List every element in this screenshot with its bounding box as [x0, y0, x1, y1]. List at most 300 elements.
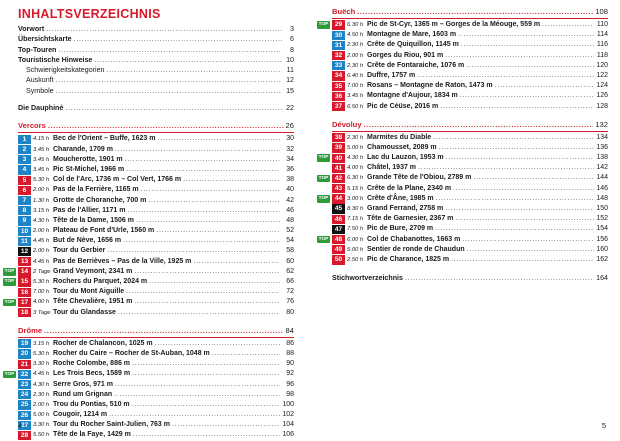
leader-dots	[473, 173, 594, 183]
tour-entry[interactable]	[18, 185, 294, 195]
toc-entry-label: Übersichtskarte	[18, 35, 72, 44]
tour-entry[interactable]	[18, 308, 294, 318]
tour-duration: 3.00 h	[347, 195, 364, 202]
tour-entry[interactable]	[18, 226, 294, 236]
tour-page: 52	[286, 227, 294, 235]
section-heading[interactable]	[18, 325, 294, 336]
section-rule	[332, 131, 608, 132]
tour-duration: 6.00 h	[347, 236, 364, 243]
toc-entry-dauphine[interactable]	[18, 103, 294, 113]
tour-name: Montagne de Mare, 1603 m	[367, 31, 457, 39]
tour-entry[interactable]	[332, 91, 608, 101]
toc-entry[interactable]	[18, 55, 294, 65]
tour-name: Rocher du Caire – Rocher de St-Auban, 1048 m	[53, 349, 210, 357]
tour-entry[interactable]	[18, 380, 294, 390]
toc-entry-index-page: 164	[596, 274, 608, 283]
tour-page: 86	[286, 339, 294, 347]
leader-dots	[141, 185, 280, 195]
tour-entry[interactable]	[332, 184, 608, 194]
tour-number-badge: 28	[18, 431, 31, 440]
tour-entry[interactable]	[18, 196, 294, 206]
tour-page: 160	[596, 245, 608, 253]
leader-dots	[445, 51, 594, 61]
tour-entry[interactable]	[18, 359, 294, 369]
tour-duration: 8.30 h	[347, 206, 364, 212]
tour-name: Chamousset, 2089 m	[367, 143, 437, 151]
tour-number-badge: 11	[18, 237, 31, 246]
tour-entry[interactable]	[18, 400, 294, 410]
leader-dots	[433, 133, 594, 143]
tour-name: Duffre, 1757 m	[367, 71, 416, 79]
toc-entry[interactable]	[18, 24, 294, 34]
tour-name: Tour du Gerbier	[53, 247, 106, 255]
tour-entry[interactable]	[18, 339, 294, 349]
tour-number-badge: 19	[18, 339, 31, 348]
tour-duration: 7.00 h	[347, 83, 364, 90]
tour-name: Tête de Garnesier, 2367 m	[367, 215, 454, 223]
toc-entry-page: 12	[286, 76, 294, 85]
tour-page: 72	[286, 288, 294, 296]
leader-dots	[148, 196, 280, 206]
tour-entry[interactable]	[18, 236, 294, 246]
toc-entry[interactable]	[18, 86, 294, 96]
leader-dots	[46, 24, 282, 34]
tour-name: Grand Ferrand, 2758 m	[367, 205, 444, 212]
tour-entry[interactable]	[18, 216, 294, 226]
tour-entry[interactable]	[18, 165, 294, 175]
section-heading[interactable]	[332, 119, 608, 130]
leader-dots	[155, 339, 280, 349]
tour-duration: 2.00 h	[33, 401, 50, 408]
tour-entry[interactable]	[332, 61, 608, 71]
tour-entry[interactable]	[318, 194, 608, 204]
leader-dots	[133, 430, 280, 440]
toc-entry-page: 10	[286, 55, 294, 64]
tour-number-badge: 45	[332, 204, 345, 213]
tour-page: 40	[286, 186, 294, 194]
tour-page: 100	[282, 400, 294, 408]
tour-entry[interactable]	[332, 245, 608, 255]
toc-entry-dauphine-page: 22	[286, 104, 294, 113]
leader-dots	[466, 61, 594, 71]
tour-duration: 2.30 h	[33, 391, 50, 398]
tour-number-badge: 15	[18, 277, 31, 286]
tour-page: 150	[596, 205, 608, 212]
tour-number-badge: 42	[332, 174, 345, 183]
tour-number-badge: 37	[332, 102, 345, 111]
tour-duration: 4.15 h	[33, 136, 50, 143]
tour-number-badge: 48	[332, 235, 345, 244]
leader-dots	[48, 120, 284, 131]
toc-left	[4, 24, 294, 441]
tour-entry[interactable]	[18, 257, 294, 267]
toc-entry[interactable]	[18, 65, 294, 75]
tour-entry[interactable]	[18, 134, 294, 144]
tour-duration: 2.00 h	[347, 52, 364, 59]
tour-number-badge: 13	[18, 257, 31, 266]
tour-entry[interactable]	[332, 102, 608, 112]
tour-duration: 6.30 h	[347, 22, 364, 28]
leader-dots	[115, 380, 280, 390]
tour-page: 102	[282, 411, 294, 419]
tour-entry[interactable]	[18, 246, 294, 256]
tour-duration: 3.15 h	[33, 340, 50, 347]
leader-dots	[440, 102, 594, 112]
tour-duration: 2.30 h	[347, 62, 364, 69]
tour-number-badge: 1	[18, 135, 31, 144]
tour-entry[interactable]	[318, 20, 608, 30]
tour-duration: 3.30 h	[33, 361, 50, 368]
tour-entry[interactable]	[332, 51, 608, 61]
tour-name: Pas de Berrièves – Pas de la Ville, 1925 m	[53, 257, 192, 265]
tour-entry[interactable]	[18, 430, 294, 440]
toc-entry[interactable]	[18, 75, 294, 85]
tour-page: 114	[596, 31, 608, 39]
tour-page: 42	[286, 196, 294, 204]
leader-dots	[149, 277, 280, 287]
tour-number-badge: 20	[18, 349, 31, 358]
tour-entry[interactable]	[318, 153, 608, 163]
tour-number-badge: 36	[332, 92, 345, 101]
tour-page: 80	[286, 308, 294, 316]
section-rule	[18, 337, 294, 338]
leader-dots	[445, 204, 594, 214]
tour-entry[interactable]	[332, 143, 608, 153]
tour-duration: 5.15 h	[347, 185, 364, 192]
leader-dots	[461, 40, 594, 50]
section-page: 108	[595, 7, 608, 16]
tour-duration: 4.45 h	[33, 258, 50, 265]
tour-page: 138	[596, 154, 608, 162]
leader-dots	[132, 400, 280, 410]
spacer	[18, 113, 294, 120]
tour-entry[interactable]	[18, 420, 294, 430]
toc-entry-label: Schwierigkeitskategorien	[26, 66, 105, 75]
tour-name: Crête de Fontaraiche, 1076 m	[367, 61, 465, 69]
leader-dots	[128, 206, 281, 216]
tour-entry[interactable]	[4, 277, 294, 287]
toc-right	[318, 6, 608, 283]
leader-dots	[405, 273, 594, 283]
top-badge: TOP	[4, 279, 15, 285]
tour-name: Marmites du Diable	[367, 133, 432, 141]
tour-page: 34	[286, 155, 294, 163]
tour-number-badge: 2	[18, 145, 31, 154]
tour-page: 106	[282, 431, 294, 439]
leader-dots	[436, 194, 594, 204]
top-badge: TOP	[318, 175, 329, 181]
tour-name: Moucherotte, 1901 m	[53, 155, 123, 163]
tour-number-badge: 12	[18, 247, 31, 256]
leader-dots	[495, 81, 594, 91]
tour-name: Tour du Glandasse	[53, 308, 116, 316]
leader-dots	[462, 235, 594, 245]
tour-duration: 4.45 h	[33, 371, 50, 378]
leader-dots	[417, 71, 594, 81]
spacer	[332, 265, 608, 273]
tour-entry[interactable]	[332, 224, 608, 234]
leader-dots	[357, 6, 593, 17]
tour-page: 48	[286, 216, 294, 224]
leader-dots	[109, 410, 280, 420]
tour-number-badge: 18	[18, 308, 31, 317]
tour-duration: 6.50 h	[347, 103, 364, 110]
leader-dots	[114, 390, 280, 400]
tour-name: Trou du Pontias, 510 m	[53, 400, 130, 408]
leader-dots	[467, 245, 594, 255]
tour-name: Col de Chabanottes, 1663 m	[367, 235, 461, 243]
tour-number-badge: 32	[332, 51, 345, 60]
tour-name: Pic de Bure, 2709 m	[367, 225, 434, 233]
tour-duration: 5.00 h	[347, 144, 364, 151]
tour-page: 162	[596, 255, 608, 263]
tour-entry[interactable]	[332, 40, 608, 50]
page-number-left: 4	[18, 421, 23, 430]
tour-name: Tête de la Faye, 1429 m	[53, 431, 131, 439]
tour-name: Pic de St-Cyr, 1365 m – Gorges de la Méouge, 559 m	[367, 21, 541, 28]
tour-number-badge: 25	[18, 400, 31, 409]
leader-dots	[56, 75, 282, 85]
leader-dots	[460, 91, 594, 101]
tour-duration: 3.45 h	[33, 166, 50, 173]
tour-number-badge: 29	[332, 20, 345, 29]
tour-duration: 2.50 h	[347, 256, 364, 263]
toc-entry[interactable]	[18, 45, 294, 55]
leader-dots	[172, 420, 280, 430]
toc-entry-label: Top-Touren	[18, 45, 57, 54]
leader-dots	[132, 369, 280, 379]
tour-duration: 2 Tage	[33, 268, 51, 275]
tour-name: Grande Tête de l'Obiou, 2789 m	[367, 174, 472, 182]
tour-entry[interactable]	[318, 173, 608, 183]
leader-dots	[451, 255, 594, 265]
tour-number-badge: 5	[18, 176, 31, 185]
tour-number-badge: 47	[332, 225, 345, 234]
page-title: INHALTSVERZEICHNIS	[18, 7, 161, 21]
toc-entry-label: Touristische Hinweise	[18, 55, 93, 64]
tour-duration: 5.30 h	[33, 279, 50, 285]
tour-page: 54	[286, 237, 294, 245]
tour-entry[interactable]	[18, 155, 294, 165]
tour-number-badge: 10	[18, 227, 31, 236]
tour-number-badge: 33	[332, 61, 345, 70]
tour-page: 154	[596, 225, 608, 233]
tour-number-badge: 17	[18, 298, 31, 307]
tour-page: 136	[596, 143, 608, 151]
tour-entry[interactable]	[332, 204, 608, 214]
tour-name: Serre Gros, 971 m	[53, 380, 113, 388]
tour-page: 134	[596, 133, 608, 141]
tour-name: Crête de la Plane, 2340 m	[367, 184, 452, 192]
tour-page: 30	[286, 135, 294, 143]
tour-name: Pic St-Michel, 1966 m	[53, 165, 125, 173]
tour-page: 76	[286, 298, 294, 306]
tour-entry[interactable]	[332, 163, 608, 173]
toc-entry-label: Auskunft	[26, 76, 54, 85]
section-heading[interactable]	[332, 6, 608, 17]
tour-entry[interactable]	[18, 287, 294, 297]
tour-name: Crête d'Âne, 1985 m	[367, 194, 434, 202]
tour-entry[interactable]	[4, 267, 294, 277]
tour-name: Lac du Lauzon, 1953 m	[367, 154, 444, 162]
tour-page: 36	[286, 165, 294, 173]
top-badge: TOP	[4, 371, 15, 377]
tour-number-badge: 21	[18, 360, 31, 369]
leader-dots	[125, 155, 280, 165]
tour-entry[interactable]	[18, 145, 294, 155]
tour-duration: 5.50 h	[33, 432, 50, 439]
tour-duration: 5.30 h	[33, 177, 50, 184]
tour-entry[interactable]	[332, 133, 608, 143]
toc-entry-index-label: Stichwortverzeichnis	[332, 274, 403, 283]
tour-duration: 4.30 h	[33, 381, 50, 388]
page-number-right: 5	[601, 421, 606, 430]
section-page: 84	[285, 325, 294, 335]
tour-entry[interactable]	[318, 235, 608, 245]
tour-page: 156	[596, 235, 608, 243]
leader-dots	[439, 143, 594, 153]
tour-duration: 2.30 h	[347, 134, 364, 141]
leader-dots	[56, 86, 282, 96]
tour-number-badge: 3	[18, 155, 31, 164]
tour-duration: 2.00 h	[33, 228, 50, 235]
section-page: 132	[595, 119, 608, 129]
tour-page: 46	[286, 206, 294, 214]
tour-number-badge: 41	[332, 164, 345, 173]
toc-entry-label: Vorwort	[18, 25, 45, 33]
tour-number-badge: 31	[332, 41, 345, 50]
tour-page: 66	[286, 278, 294, 285]
leader-dots	[94, 55, 282, 65]
leader-dots	[106, 65, 282, 75]
leader-dots	[65, 103, 282, 113]
tour-entry[interactable]	[332, 255, 608, 265]
toc-entry-index[interactable]	[332, 273, 608, 283]
tour-number-badge: 24	[18, 390, 31, 399]
tour-name: Rosans – Montagne de Raton, 1473 m	[367, 82, 493, 90]
tour-number-badge: 8	[18, 206, 31, 215]
tour-name: Bec de l'Orient – Buffe, 1623 m	[53, 135, 156, 143]
tour-duration: 1.30 h	[33, 197, 50, 204]
tour-entry[interactable]	[332, 30, 608, 40]
tour-entry[interactable]	[18, 410, 294, 420]
tour-name: Tour du Mont Aiguille	[53, 288, 125, 296]
tour-name: Cougoir, 1214 m	[53, 411, 108, 419]
tour-page: 144	[596, 174, 608, 182]
tour-page: 116	[596, 41, 608, 49]
top-badge: TOP	[318, 196, 329, 202]
tour-entry[interactable]	[4, 297, 294, 307]
tour-duration: 2.00 h	[33, 248, 50, 255]
tour-entry[interactable]	[18, 206, 294, 216]
tour-page: 96	[286, 380, 294, 388]
tour-page: 124	[596, 82, 608, 90]
tour-page: 122	[596, 71, 608, 79]
tour-entry[interactable]	[4, 369, 294, 379]
tour-duration: 3.45 h	[33, 146, 50, 153]
leader-dots	[126, 287, 280, 297]
tour-number-badge: 44	[332, 194, 345, 203]
tour-page: 60	[286, 257, 294, 265]
tour-number-badge: 50	[332, 255, 345, 264]
tour-name: Rochers du Parquet, 2024 m	[53, 278, 148, 285]
section-name: Vercors	[18, 121, 46, 131]
tour-page: 118	[596, 51, 608, 59]
tour-page: 128	[596, 102, 608, 110]
tour-name: Montagne d'Aujour, 1834 m	[367, 92, 458, 100]
tour-duration: 4.00 h	[347, 165, 364, 172]
tour-entry[interactable]	[332, 214, 608, 224]
tour-name: Roche Colombe, 886 m	[53, 360, 131, 368]
tour-name: Tour du Rocher Saint-Julien, 763 m	[53, 421, 170, 429]
tour-duration: 3.30 h	[33, 422, 50, 429]
tour-number-badge: 16	[18, 288, 31, 297]
tour-name: Crête de Quiquillon, 1145 m	[367, 41, 459, 49]
top-badge: TOP	[318, 22, 329, 28]
toc-entry-dauphine-label: Die Dauphiné	[18, 104, 64, 113]
top-badge: TOP	[318, 155, 329, 161]
tour-entry[interactable]	[332, 81, 608, 91]
tour-page: 110	[596, 21, 608, 28]
leader-dots	[118, 308, 280, 318]
section-name: Buëch	[332, 7, 356, 16]
tour-duration: 5.30 h	[33, 350, 50, 357]
tour-entry[interactable]	[18, 349, 294, 359]
tour-duration: 4.00 h	[33, 299, 50, 306]
tour-name: Pic de Céüse, 2016 m	[367, 102, 439, 110]
tour-name: Pas de la Ferrière, 1165 m	[53, 186, 139, 194]
toc-entry-page: 3	[290, 25, 294, 33]
tour-name: Les Trois Becs, 1589 m	[53, 370, 131, 378]
tour-duration: 4.50 h	[347, 32, 364, 39]
section-heading[interactable]	[18, 120, 294, 131]
spacer	[332, 112, 608, 119]
section-name: Dévoluy	[332, 119, 362, 129]
leader-dots	[74, 34, 282, 44]
tour-page: 88	[286, 349, 294, 357]
tour-name: Grotte de Choranche, 700 m	[53, 196, 147, 204]
tour-page: 152	[596, 215, 608, 223]
leader-dots	[156, 226, 280, 236]
tour-number-badge: 30	[332, 31, 345, 40]
tour-number-badge: 39	[332, 143, 345, 152]
leader-dots	[446, 153, 594, 163]
tour-page: 120	[596, 61, 608, 69]
tour-name: Châtel, 1937 m	[367, 164, 417, 172]
leader-dots	[115, 145, 280, 155]
tour-number-badge: 7	[18, 196, 31, 205]
tour-duration: 7.50 h	[347, 226, 364, 233]
tour-number-badge: 49	[332, 245, 345, 254]
leader-dots	[435, 224, 594, 234]
leader-dots	[107, 246, 280, 256]
tour-name: But de Nève, 1656 m	[53, 237, 122, 245]
tour-duration: 3.45 h	[347, 93, 364, 100]
tour-name: Pic de Charance, 1825 m	[367, 255, 450, 263]
toc-entry-page: 11	[286, 66, 294, 75]
toc-entry-page: 8	[290, 45, 294, 54]
tour-number-badge: 35	[332, 82, 345, 91]
tour-number-badge: 43	[332, 184, 345, 193]
tour-duration: 3 Tage	[33, 309, 51, 316]
toc-entry[interactable]	[18, 34, 294, 44]
tour-entry[interactable]	[18, 390, 294, 400]
tour-name: Col de l'Arc, 1736 m – Col Vert, 1766 m	[53, 176, 182, 184]
tour-entry[interactable]	[18, 175, 294, 185]
tour-name: Rund um Grignan	[53, 390, 113, 398]
tour-entry[interactable]	[332, 71, 608, 81]
tour-duration: 3.15 h	[33, 207, 50, 214]
